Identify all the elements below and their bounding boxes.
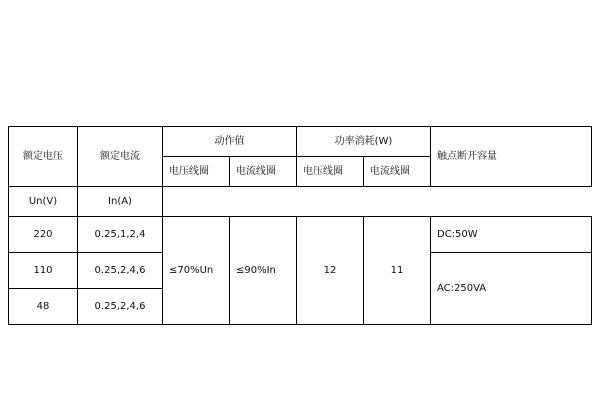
cell-in-1: 0.25,1,2,4 <box>78 217 163 253</box>
cell-capacity-dc: DC:50W <box>431 217 592 253</box>
table-unit-row <box>9 187 592 217</box>
specification-table <box>8 126 592 325</box>
subheader-action-voltage-coil: 电压线圈 <box>163 157 230 187</box>
cell-power-current: 11 <box>364 217 431 325</box>
subheader-action-current-coil: 电流线圈 <box>230 157 297 187</box>
table-body <box>9 127 592 325</box>
cell-in-3: 0.25,2,4,6 <box>78 289 163 325</box>
header-power-consumption: 功率消耗(W) <box>297 127 431 157</box>
subheader-power-voltage-coil: 电压线圈 <box>297 157 364 187</box>
subheader-power-current-coil: 电流线圈 <box>364 157 431 187</box>
cell-in-2: 0.25,2,4,6 <box>78 253 163 289</box>
header-rated-current: 额定电流 <box>78 127 163 187</box>
unit-in: In(A) <box>78 187 163 217</box>
cell-un-2: 110 <box>9 253 78 289</box>
cell-action-current: ≤90%In <box>230 217 297 325</box>
table-header-row <box>9 127 592 157</box>
cell-action-voltage: ≤70%Un <box>163 217 230 325</box>
unit-un: Un(V) <box>9 187 78 217</box>
cell-un-1: 220 <box>9 217 78 253</box>
cell-power-voltage: 12 <box>297 217 364 325</box>
cell-un-3: 48 <box>9 289 78 325</box>
header-contact-capacity: 触点断开容量 <box>431 127 592 187</box>
header-rated-voltage: 额定电压 <box>9 127 78 187</box>
cell-capacity-ac: AC:250VA <box>431 253 592 325</box>
header-action-value: 动作值 <box>163 127 297 157</box>
table-row <box>9 217 592 253</box>
